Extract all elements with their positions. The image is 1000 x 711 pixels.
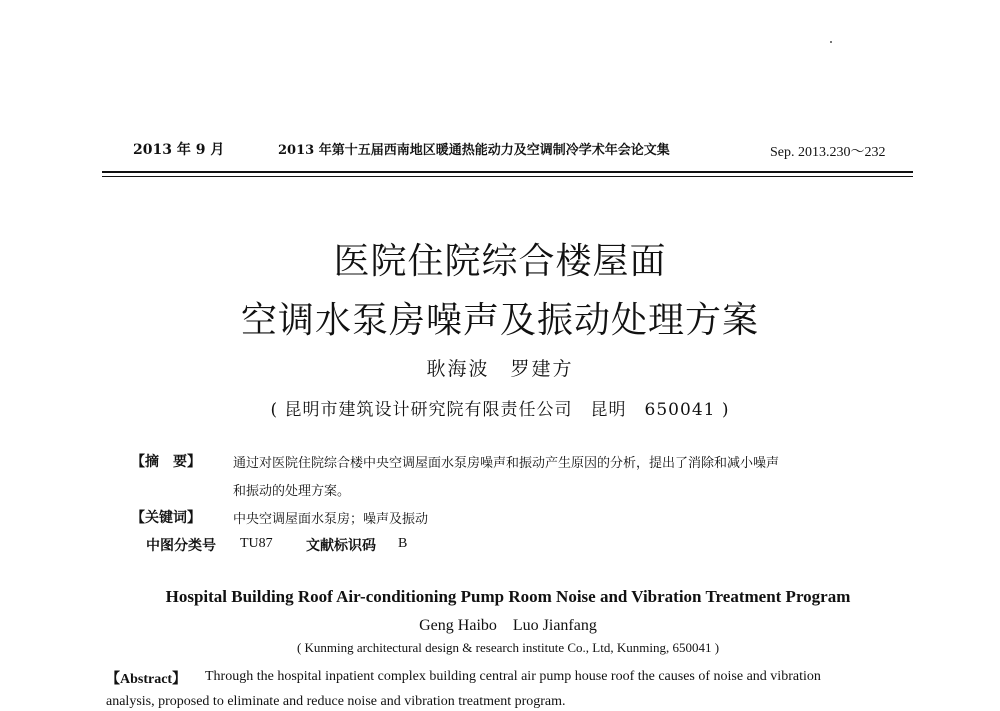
document-code-value: B [398, 536, 408, 551]
header-rule-thick [102, 171, 913, 173]
keywords-label: 【关键词】 [131, 510, 201, 526]
english-authors: Geng Haibo Luo Jianfang [419, 617, 597, 634]
title-line-1: 医院住院综合楼屋面 [333, 241, 667, 282]
english-abstract-line-2: analysis, proposed to eliminate and reduce noise and vibration treatment program. [106, 694, 566, 709]
affiliation: ( 昆明市建筑设计研究院有限责任公司 昆明 650041 ) [270, 400, 730, 420]
english-title: Hospital Building Roof Air-conditioning Pump Room Noise and Vibration Treatment Program [165, 587, 851, 606]
header-pages: Sep. 2013.230～232 [770, 145, 886, 160]
abstract-text-line-1: 通过对医院住院综合楼中央空调屋面水泵房噪声和振动产生原因的分析，提出了消除和减小噪声 [233, 456, 780, 471]
keywords-text: 中央空调屋面水泵房；噪声及振动 [233, 512, 429, 527]
header-date: 2013 年 9 月 [133, 142, 225, 158]
title-line-2: 空调水泵房噪声及振动处理方案 [240, 300, 759, 341]
authors: 耿海波 罗建方 [426, 358, 574, 380]
classification-value: TU87 [240, 536, 273, 551]
abstract-text-line-2: 和振动的处理方案。 [233, 484, 351, 499]
english-abstract-label: 【Abstract】 [106, 672, 187, 687]
classification-label: 中图分类号 [146, 538, 216, 554]
document-code-label: 文献标识码 [306, 538, 376, 554]
header-proceedings: 2013 年第十五届西南地区暖通热能动力及空调制冷学术年会论文集 [278, 143, 670, 158]
abstract-label: 【摘 要】 [131, 454, 201, 470]
english-abstract-line-1: Through the hospital inpatient complex building central air pump house roof the causes of noise and vibration [205, 669, 821, 684]
header-rule-thin [102, 176, 913, 177]
english-affiliation: ( Kunming architectural design & research institute Co., Ltd, Kunming, 650041 ) [296, 640, 720, 655]
scan-speck [830, 41, 832, 43]
